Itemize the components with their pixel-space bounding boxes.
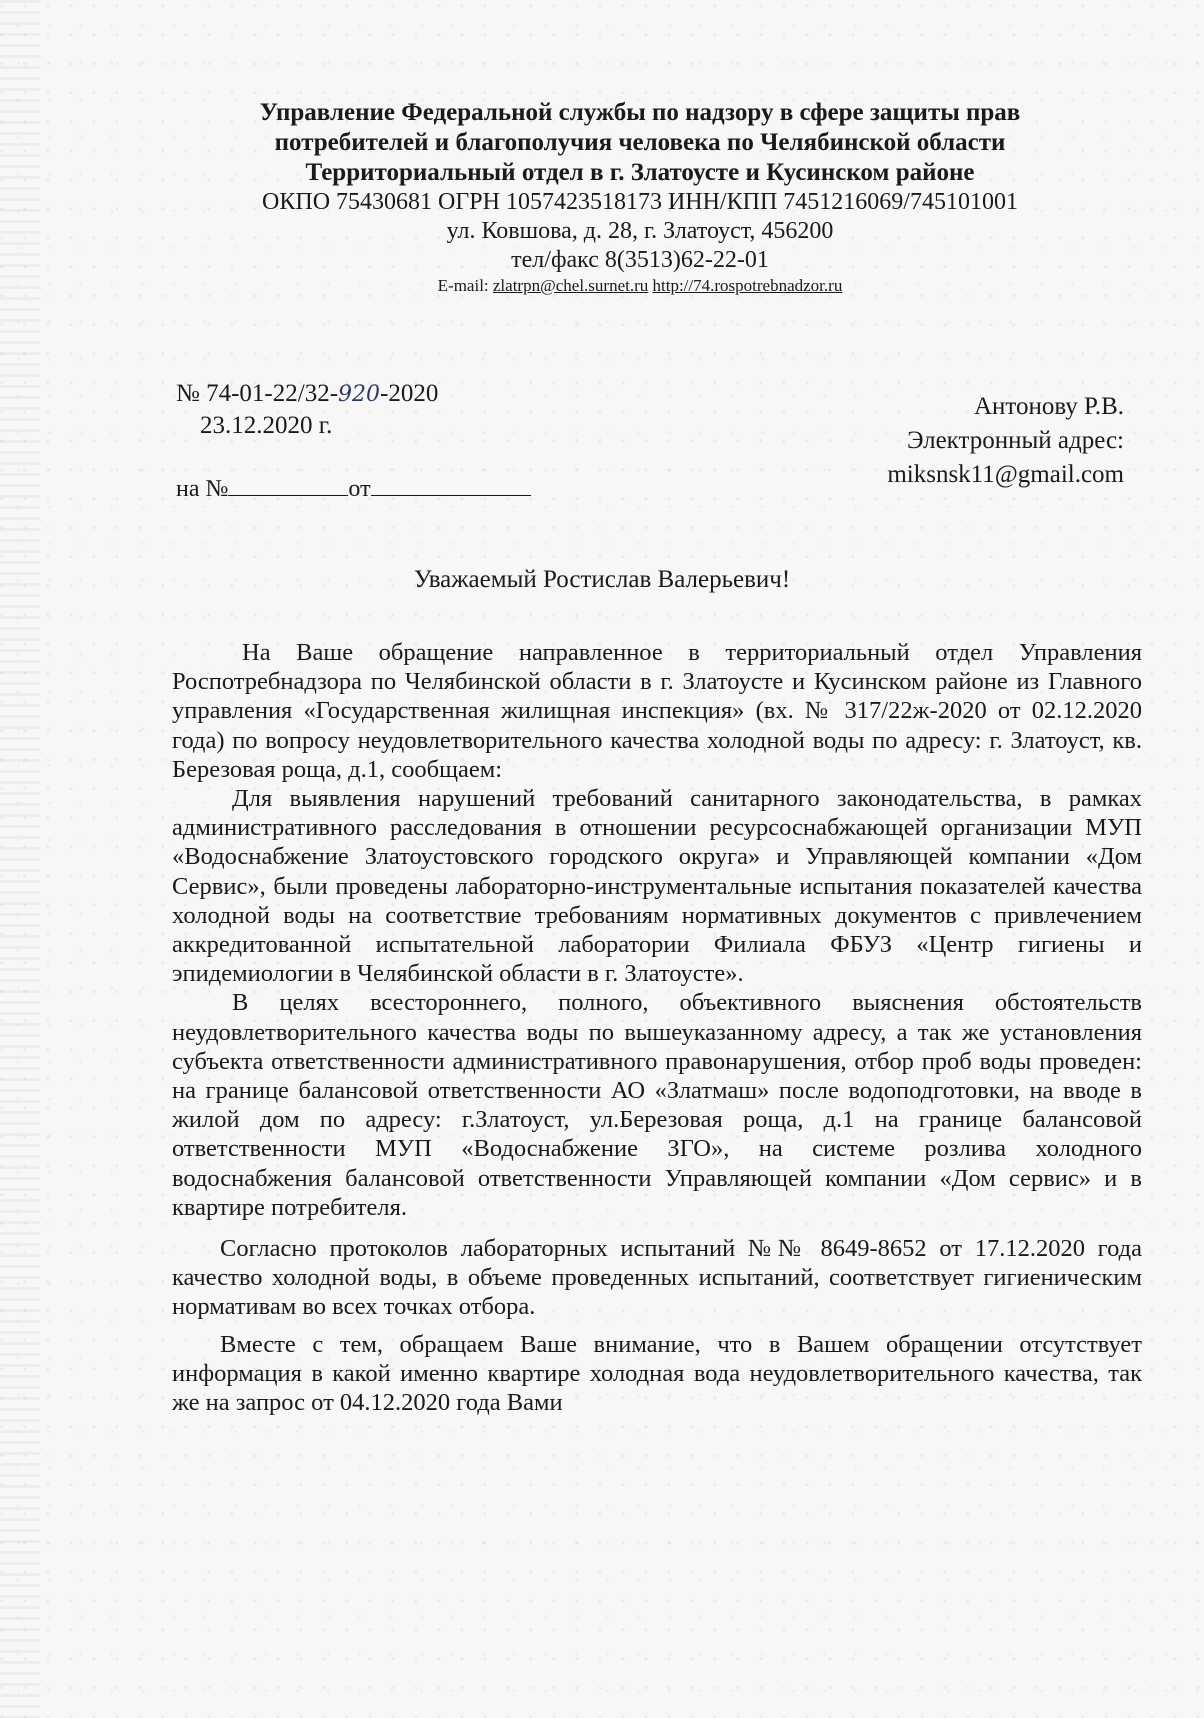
addressee-email-label: Электронный адрес: [906,427,1124,454]
email-label: E-mail: [437,276,489,295]
org-name-line1: Управление Федеральной службы по надзору в сфере защиты прав [259,99,1021,126]
reply-date-blank [371,477,531,496]
org-address: ул. Ковшова, д. 28, г. Златоуст, 456200 [446,218,834,244]
org-name-line2: потребителей и благополучия человека по Челябинской области [274,129,1006,156]
org-contacts [200,275,1080,297]
letter-body [172,638,1142,1417]
salutation: Уважаемый Ростислав Валерьевич! [413,566,791,593]
reply-number-blank [228,477,348,496]
outgoing-number [176,378,438,410]
number-suffix: -2020 [380,380,439,407]
paragraph-5: Вместе с тем, обращаем Ваше внимание, что в Вашем обращении отсутствует информация в какой именно квартире холодная вода неудовлетворительного качества, так же на запрос от 04.12.2020 года Вами [172,1330,1142,1417]
addressee-email: miksnsk11@gmail.com [887,461,1124,488]
scan-noise-edge [0,0,40,1718]
reply-from-label: от [348,476,371,502]
outgoing-date: 23.12.2020 г. [200,412,333,439]
addressee-block [887,390,1124,492]
org-codes: ОКПО 75430681 ОГРН 1057423518173 ИНН/КПП 7451216069/745101001 [262,189,1018,215]
registration-block [176,378,438,441]
reply-reference [176,476,531,503]
number-prefix: № 74-01-22/32- [176,380,339,407]
letterhead [200,98,1080,297]
paragraph-1: На Ваше обращение направленное в территориальный отдел Управления Роспотребнадзора по Челябинской области в г. Златоусте и Кусинском районе из Главного управления «Государственная жилищная инспекция» (вх. № 317/22ж-2020 от 02.12.2020 года) по вопросу неудовлетворительного качества холодной воды по адресу: г. Златоуст, кв. Березовая роща, д.1, сообщаем: [172,639,1142,783]
org-name-line3: Территориальный отдел в г. Златоусте и Кусинском районе [305,159,975,186]
org-email-link[interactable]: zlatrpn@chel.surnet.ru [492,276,649,295]
org-phone: тел/факс 8(3513)62-22-01 [511,247,769,273]
addressee-name: Антонову Р.В. [973,393,1124,420]
paragraph-2: Для выявления нарушений требований санитарного законодательства, в рамках административного расследования в отношении ресурсоснабжающей организации МУП «Водоснабжение Златоустовского городского округа» и Управляющей компании «Дом Сервис», были проведены лабораторно-инструментальные испытания показателей качества холодной воды на соответствие требованиям нормативных документов с привлечением аккредитованной испытательной лаборатории Филиала ФБУЗ «Центр гигиены и эпидемиологии в Челябинской области в г. Златоусте». [172,785,1142,988]
paragraph-4: Согласно протоколов лабораторных испытаний №№ 8649-8652 от 17.12.2020 года качество холодной воды, в объеме проведенных испытаний, соответствует гигиеническим нормативам во всех точках отбора. [172,1235,1142,1321]
reply-number-label: на № [176,476,229,502]
paragraph-3: В целях всестороннего, полного, объективного выяснения обстоятельств неудовлетворительного качества воды по вышеуказанному адресу, а так же установления субъекта ответственности административного правонарушения, отбор проб воды проведен: на границе балансовой ответственности АО «Златмаш» после водоподготовки, на вводе в жилой дом по адресу: г.Златоуст, ул.Березовая роща, д.1 на границе балансовой ответственности МУП «Водоснабжение ЗГО», на системе розлива холодного водоснабжения балансовой ответственности Управляющей компании «Дом сервис» и в квартире потребителя. [172,989,1142,1221]
org-website-link[interactable]: http://74.rospotrebnadzor.ru [652,276,843,295]
handwritten-number: 920 [338,382,381,407]
